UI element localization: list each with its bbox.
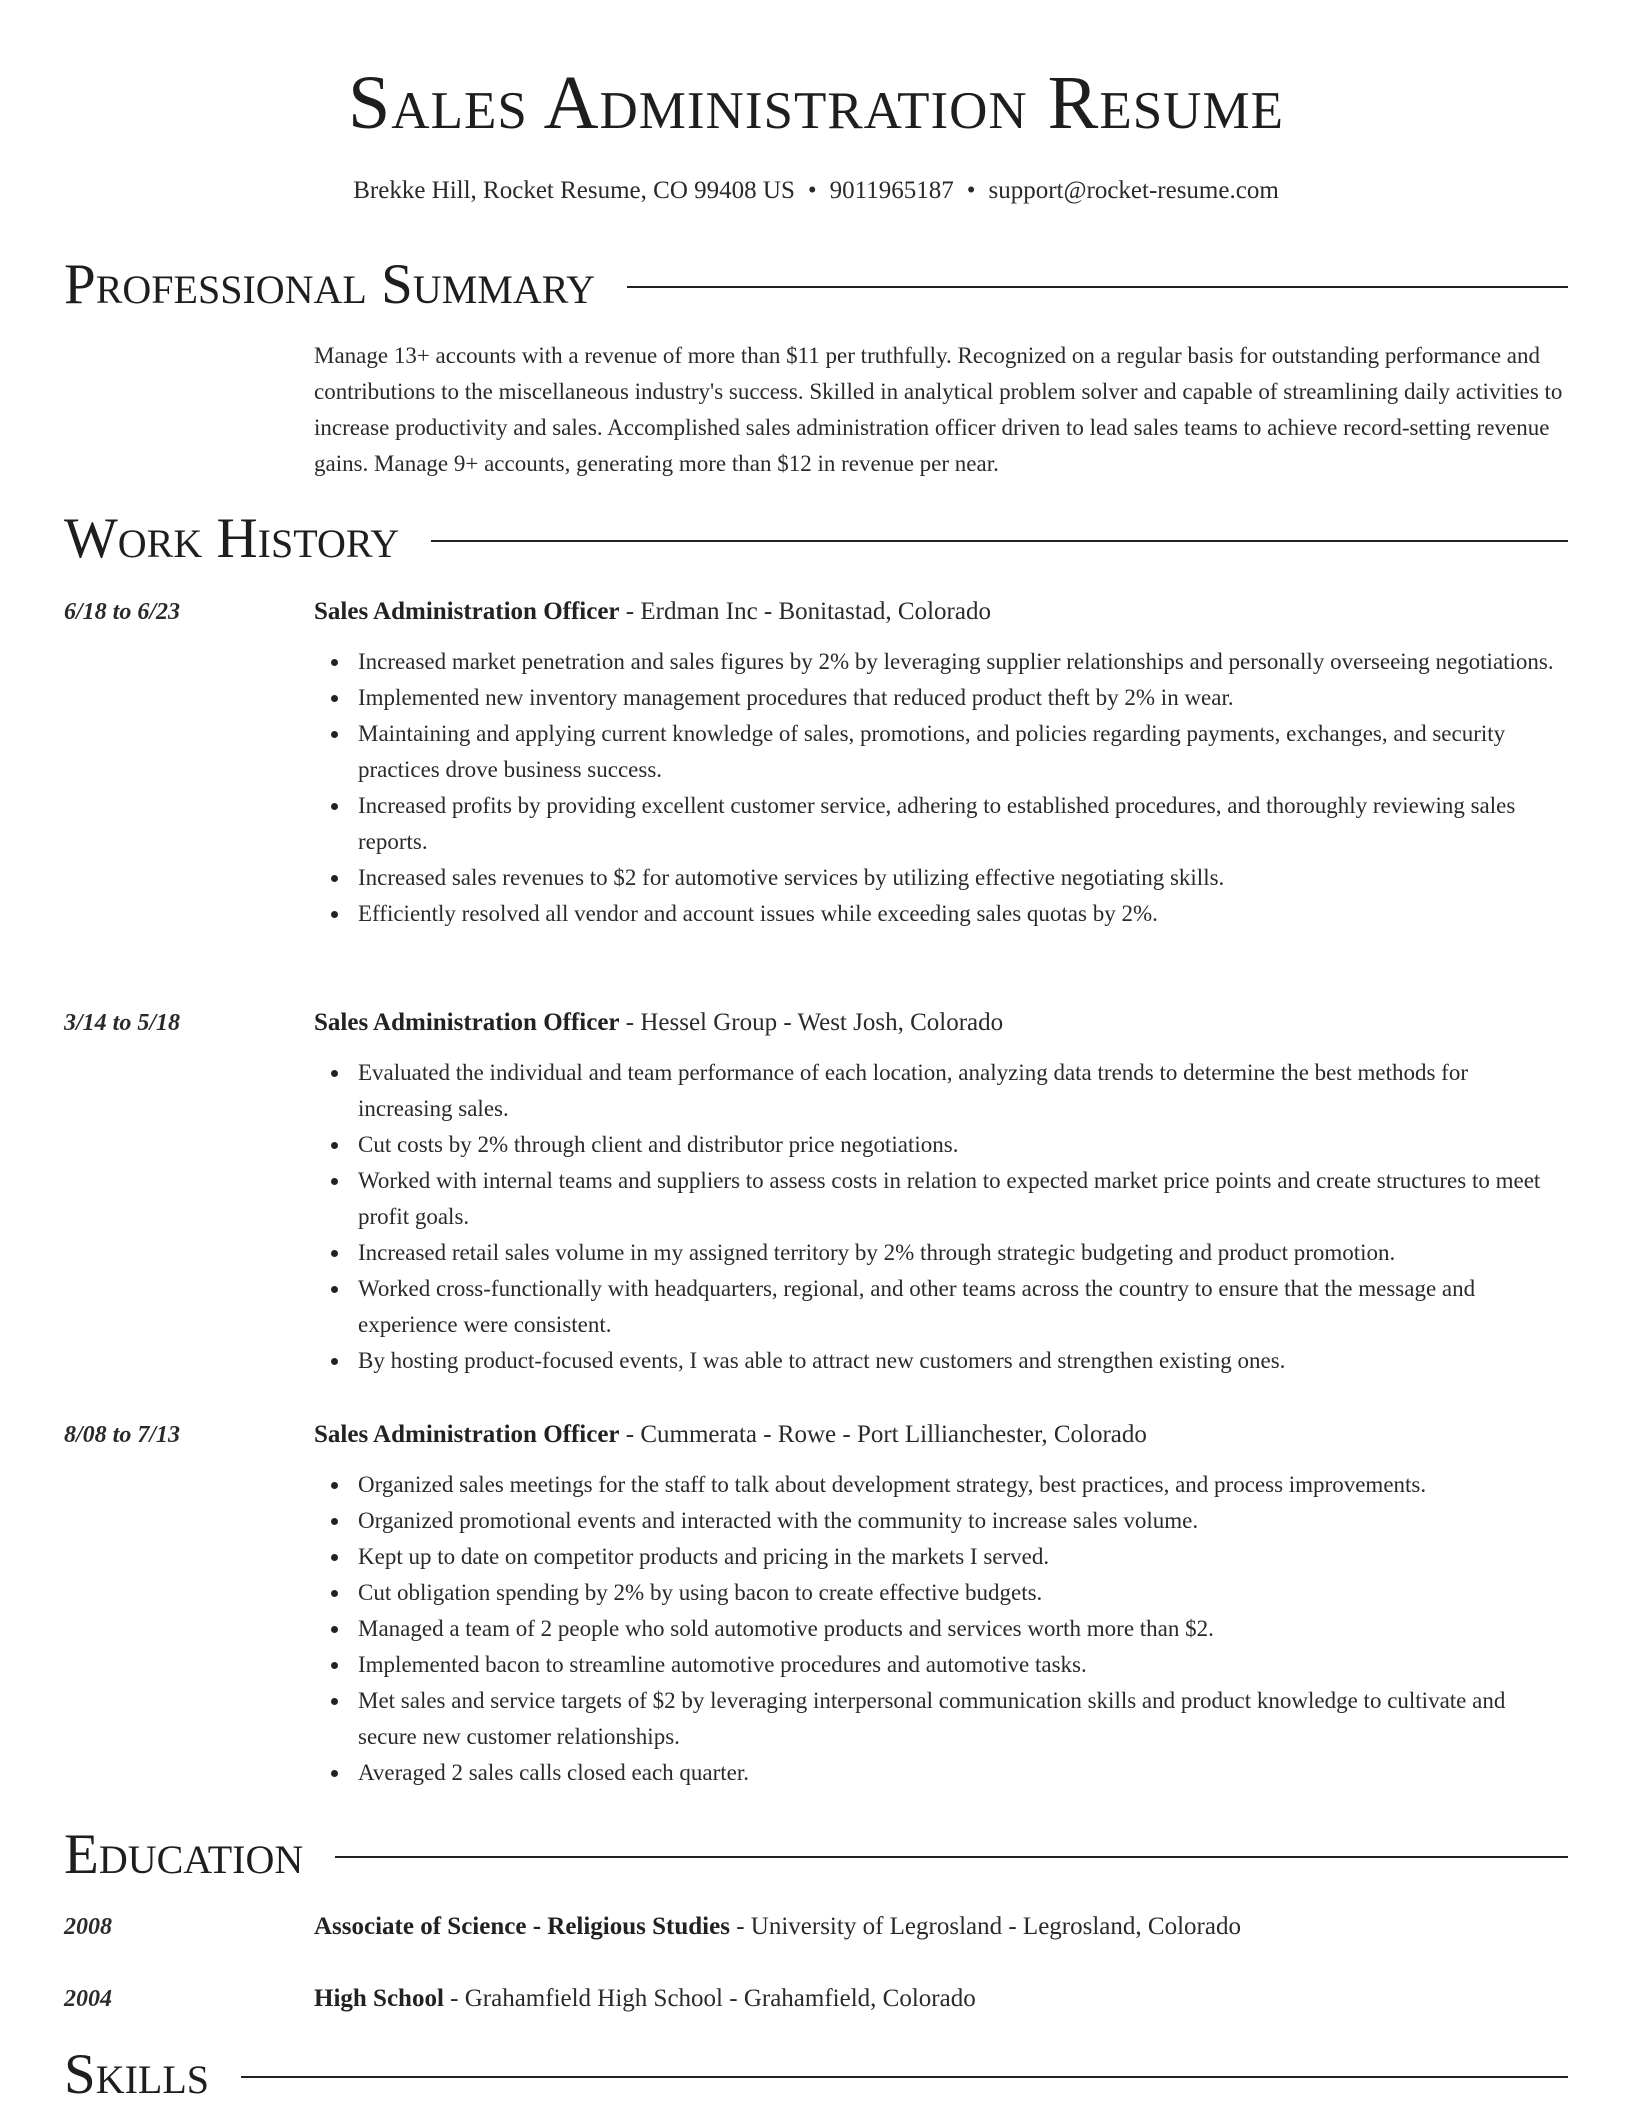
education-details: - Grahamfield High School - Grahamfield, Colorado bbox=[443, 1985, 976, 2012]
section-title-skills: Skills bbox=[64, 2043, 210, 2106]
list-item: By hosting product-focused events, I was able to attract new customers and strengthen existing ones. bbox=[358, 1343, 1568, 1379]
job-title: Sales Administration Officer bbox=[314, 1009, 620, 1036]
job-title: Sales Administration Officer bbox=[314, 598, 620, 625]
list-item: Kept up to date on competitor products and pricing in the markets I served. bbox=[358, 1539, 1568, 1575]
section-title-education: Education bbox=[64, 1823, 304, 1886]
section-title-work-history: Work History bbox=[64, 507, 400, 570]
education-entry bbox=[64, 1982, 1568, 2016]
education-year: 2008 bbox=[64, 1914, 112, 1940]
education-degree: Associate of Science - Religious Studies bbox=[314, 1913, 730, 1940]
job-bullets bbox=[314, 1467, 1568, 1791]
section-divider bbox=[241, 2076, 1568, 2078]
list-item: Evaluated the individual and team performance of each location, analyzing data trends to determine the best methods for increasing sales. bbox=[358, 1055, 1568, 1127]
list-item: Organized sales meetings for the staff to talk about development strategy, best practices, and process improvements. bbox=[358, 1467, 1568, 1503]
list-item: Worked cross-functionally with headquarters, regional, and other teams across the country to ensure that the message and experience were consistent. bbox=[358, 1271, 1568, 1343]
list-item: Managed a team of 2 people who sold automotive products and services worth more than $2. bbox=[358, 1611, 1568, 1647]
job-entry bbox=[64, 595, 1568, 932]
job-dates: 3/14 to 5/18 bbox=[64, 1010, 181, 1036]
section-header-skills bbox=[64, 2042, 1568, 2108]
list-item: Efficiently resolved all vendor and account issues while exceeding sales quotas by 2%. bbox=[358, 896, 1568, 932]
education-degree: High School bbox=[314, 1985, 444, 2012]
education-details: - University of Legrosland - Legrosland, Colorado bbox=[729, 1913, 1241, 1940]
education-header bbox=[314, 1910, 1568, 1944]
section-title-summary: Professional Summary bbox=[64, 253, 596, 316]
summary-text: Manage 13+ accounts with a revenue of more than $11 per truthfully. Recognized on a regular basis for outstanding performance and contributions to the miscellaneous industry's success. Skilled in analytical problem solver and capable of streamlining daily activities to increase productivity and sales. Accomplished sales administration officer driven to lead sales teams to achieve record-setting revenue gains. Manage 9+ accounts, generating more than $12 in revenue per near. bbox=[314, 343, 1563, 476]
job-header bbox=[314, 1418, 1568, 1452]
job-bullets bbox=[314, 1055, 1568, 1379]
job-bullets bbox=[314, 644, 1568, 932]
section-header-summary bbox=[64, 252, 1568, 318]
list-item: Met sales and service targets of $2 by leveraging interpersonal communication skills and product knowledge to cultivate and secure new customer relationships. bbox=[358, 1683, 1568, 1755]
job-entry bbox=[64, 1418, 1568, 1791]
section-divider bbox=[335, 1856, 1568, 1858]
section-divider bbox=[431, 540, 1568, 542]
contact-separator: • bbox=[966, 177, 976, 204]
list-item: Organized promotional events and interacted with the community to increase sales volume. bbox=[358, 1503, 1568, 1539]
list-item: Increased market penetration and sales figures by 2% by leveraging supplier relationships and personally overseeing negotiations. bbox=[358, 644, 1568, 680]
education-entry bbox=[64, 1910, 1568, 1944]
education-year: 2004 bbox=[64, 1986, 112, 2012]
list-item: Cut costs by 2% through client and distributor price negotiations. bbox=[358, 1127, 1568, 1163]
job-header bbox=[314, 1006, 1568, 1040]
section-divider bbox=[627, 286, 1568, 288]
contact-phone: 9011965187 bbox=[829, 177, 954, 204]
section-header-education bbox=[64, 1822, 1568, 1888]
job-header bbox=[314, 595, 1568, 629]
list-item: Averaged 2 sales calls closed each quarter. bbox=[358, 1755, 1568, 1791]
job-details: - Hessel Group - West Josh, Colorado bbox=[619, 1009, 1004, 1036]
job-details: - Cummerata - Rowe - Port Lillianchester, Colorado bbox=[619, 1421, 1147, 1448]
list-item: Implemented new inventory management procedures that reduced product theft by 2% in wear. bbox=[358, 680, 1568, 716]
contact-separator: • bbox=[807, 177, 817, 204]
section-header-work-history bbox=[64, 506, 1568, 572]
list-item: Increased retail sales volume in my assigned territory by 2% through strategic budgeting and product promotion. bbox=[358, 1235, 1568, 1271]
list-item: Cut obligation spending by 2% by using bacon to create effective budgets. bbox=[358, 1575, 1568, 1611]
contact-line bbox=[0, 174, 1632, 208]
contact-address: Brekke Hill, Rocket Resume, CO 99408 US bbox=[353, 177, 795, 204]
list-item: Worked with internal teams and suppliers to assess costs in relation to expected market price points and create structures to meet profit goals. bbox=[358, 1163, 1568, 1235]
job-dates: 6/18 to 6/23 bbox=[64, 599, 181, 625]
education-header bbox=[314, 1982, 1568, 2016]
job-title: Sales Administration Officer bbox=[314, 1421, 620, 1448]
list-item: Increased profits by providing excellent customer service, adhering to established procedures, and thoroughly reviewing sales reports. bbox=[358, 788, 1568, 860]
contact-email: support@rocket-resume.com bbox=[988, 177, 1279, 204]
list-item: Increased sales revenues to $2 for automotive services by utilizing effective negotiating skills. bbox=[358, 860, 1568, 896]
list-item: Maintaining and applying current knowledge of sales, promotions, and policies regarding payments, exchanges, and security practices drove business success. bbox=[358, 716, 1568, 788]
job-entry bbox=[64, 1006, 1568, 1379]
resume-title: Sales Administration Resume bbox=[348, 61, 1284, 145]
job-dates: 8/08 to 7/13 bbox=[64, 1422, 181, 1448]
list-item: Implemented bacon to streamline automotive procedures and automotive tasks. bbox=[358, 1647, 1568, 1683]
job-details: - Erdman Inc - Bonitastad, Colorado bbox=[619, 598, 991, 625]
